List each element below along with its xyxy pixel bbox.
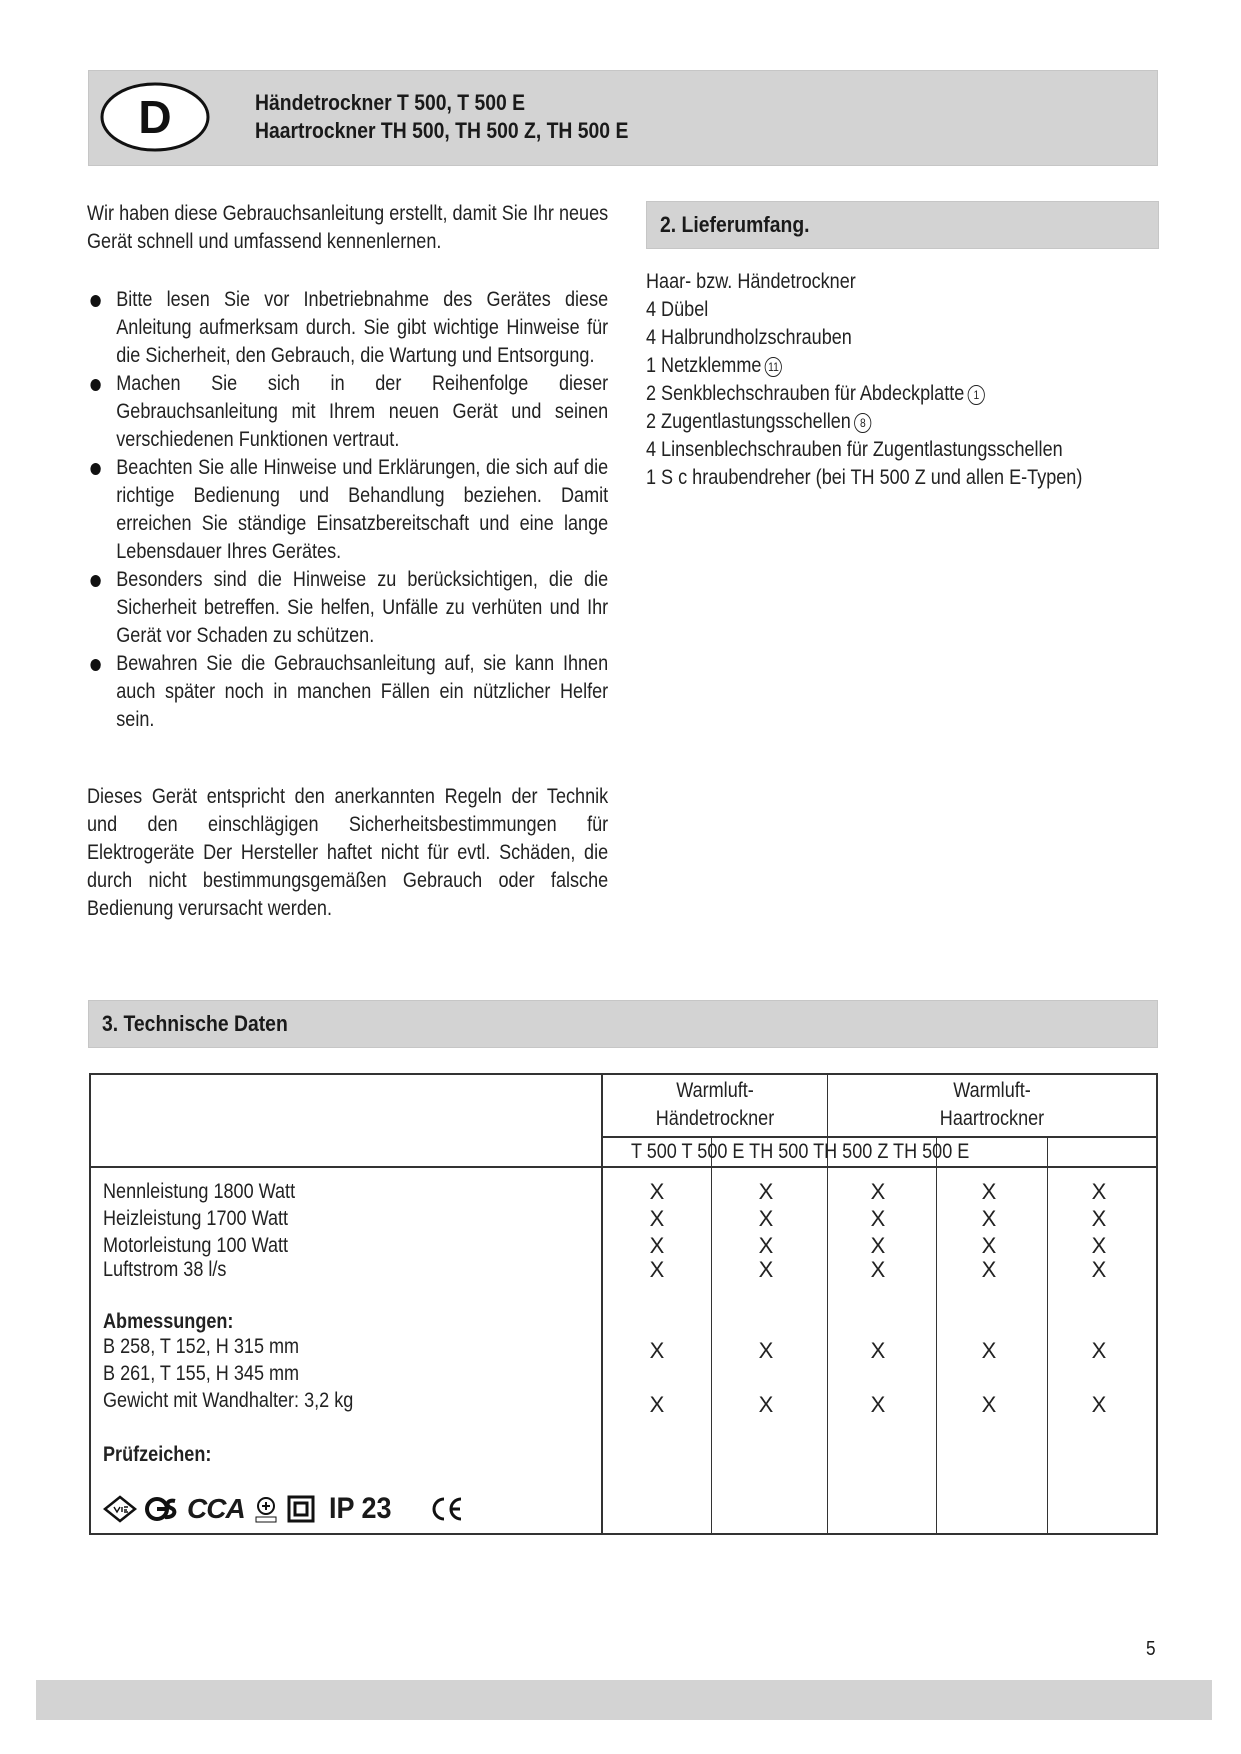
bullet-dot-icon xyxy=(90,659,100,671)
bullet-dot-icon xyxy=(90,295,100,307)
language-code: D xyxy=(138,91,172,143)
row-mark: X xyxy=(870,1206,886,1231)
row-mark: X xyxy=(758,1257,774,1282)
page-header xyxy=(88,70,1158,166)
row-mark: X xyxy=(981,1257,997,1282)
vde-mark-icon xyxy=(103,1495,137,1523)
row-mark: X xyxy=(649,1206,665,1231)
row-mark: X xyxy=(981,1179,997,1204)
gs-mark-icon xyxy=(145,1495,179,1523)
bullet-item xyxy=(87,286,608,370)
bullet-item xyxy=(87,650,608,734)
language-badge xyxy=(99,81,211,153)
row-mark: X xyxy=(870,1338,886,1363)
row-mark: X xyxy=(981,1206,997,1231)
section-heading-text: 3. Technische Daten xyxy=(102,1011,288,1036)
bullet-list xyxy=(87,286,608,734)
row-mark: X xyxy=(981,1392,997,1417)
row-mark: X xyxy=(870,1257,886,1282)
pruefzeichen-heading: Prüfzeichen: xyxy=(103,1443,212,1466)
list-item xyxy=(646,352,1162,380)
list-item xyxy=(646,464,1162,492)
row-label: B 261, T 155, H 345 mm xyxy=(103,1362,300,1385)
table-line xyxy=(601,1075,603,1533)
table-line xyxy=(91,1166,1156,1168)
group-header-line: Warmluft- xyxy=(676,1079,754,1102)
row-mark: X xyxy=(1091,1257,1107,1282)
table-line xyxy=(711,1136,712,1533)
row-mark: X xyxy=(649,1338,665,1363)
group-header-line: Warmluft- xyxy=(953,1079,1031,1102)
row-mark: X xyxy=(1091,1233,1107,1258)
list-item-text: 1 Netzklemme xyxy=(646,354,762,377)
row-label: B 258, T 152, H 315 mm xyxy=(103,1335,300,1358)
list-item-text: 2 Senkblechschrauben für Abdeckplatte xyxy=(646,382,965,405)
row-label: Gewicht mit Wandhalter: 3,2 kg xyxy=(103,1389,354,1412)
list-item-text: Haar- bzw. Händetrockner xyxy=(646,270,856,293)
disclaimer-paragraph xyxy=(87,783,608,923)
section-heading-technische-daten xyxy=(88,1000,1158,1048)
header-titles xyxy=(255,89,679,145)
bullet-text: Beachten Sie alle Hinweise und Erklärungen, die sich auf die richtige Bedienung und Behandlung beziehen. Damit erreichen Sie ständige Einsatzbereitschaft und eine lange Lebensdauer Ihres Gerätes. xyxy=(116,456,609,563)
cca-mark: CCA xyxy=(187,1493,245,1524)
bullet-dot-icon xyxy=(90,575,100,587)
row-mark: X xyxy=(1091,1338,1107,1363)
row-mark: X xyxy=(649,1257,665,1282)
list-item-text: 4 Halbrundholzschrauben xyxy=(646,326,852,349)
row-label: Heizleistung 1700 Watt xyxy=(103,1207,289,1230)
bullet-dot-icon xyxy=(90,379,100,391)
intro-paragraph xyxy=(87,200,608,256)
row-mark: X xyxy=(981,1338,997,1363)
ce-mark-icon xyxy=(428,1495,464,1523)
row-mark: X xyxy=(1091,1206,1107,1231)
technical-data-table xyxy=(89,1073,1158,1535)
callout-number-icon: 1 xyxy=(968,385,985,405)
row-mark: X xyxy=(981,1233,997,1258)
certification-marks xyxy=(103,1493,464,1525)
bullet-item xyxy=(87,454,608,566)
list-item xyxy=(646,436,1162,464)
list-item-text: 4 Linsenblechschrauben für Zugentlastungsschellen xyxy=(646,438,1063,461)
callout-number-icon: 8 xyxy=(854,413,871,433)
row-mark: X xyxy=(870,1392,886,1417)
list-item-text: 4 Dübel xyxy=(646,298,709,321)
list-item xyxy=(646,324,1162,352)
bullet-item xyxy=(87,370,608,454)
abmessungen-heading: Abmessungen: xyxy=(103,1310,234,1333)
group-header-line: Haartrockner xyxy=(939,1107,1045,1130)
row-mark: X xyxy=(1091,1392,1107,1417)
list-item xyxy=(646,268,1162,296)
row-mark: X xyxy=(758,1206,774,1231)
title-line-1: Händetrockner T 500, T 500 E xyxy=(255,90,526,115)
callout-number-icon: 11 xyxy=(765,357,782,377)
model-names-row: T 500 T 500 E TH 500 TH 500 Z TH 500 E xyxy=(631,1140,970,1163)
row-mark: X xyxy=(758,1338,774,1363)
table-line xyxy=(1047,1136,1048,1533)
row-label: Nennleistung 1800 Watt xyxy=(103,1180,296,1203)
protection-class-ii-icon xyxy=(287,1495,315,1523)
list-item xyxy=(646,408,1162,436)
row-label: Luftstrom 38 l/s xyxy=(103,1258,227,1281)
footer-bar xyxy=(36,1680,1212,1720)
bullet-text: Bewahren Sie die Gebrauchsanleitung auf, sie kann Ihnen auch später noch in manchen Fällen ein nützlicher Helfer sein. xyxy=(116,652,609,731)
list-item xyxy=(646,296,1162,324)
section-heading-lieferumfang xyxy=(646,201,1159,249)
emv-mark-icon xyxy=(253,1495,279,1523)
title-line-2: Haartrockner TH 500, TH 500 Z, TH 500 E xyxy=(255,118,629,143)
list-item-text: 2 Zugentlastungsschellen xyxy=(646,410,851,433)
row-mark: X xyxy=(870,1233,886,1258)
bullet-dot-icon xyxy=(90,463,100,475)
section-heading-text: 2. Lieferumfang. xyxy=(660,212,810,237)
lieferumfang-list xyxy=(646,268,1162,492)
list-item-text: 1 S c hraubendreher (bei TH 500 Z und allen E-Typen) xyxy=(646,466,1083,489)
table-line xyxy=(936,1136,937,1533)
page-number: 5 xyxy=(1146,1638,1156,1660)
disclaimer-text: Dieses Gerät entspricht den anerkannten Regeln der Technik und den einschlägigen Sicherheitsbestimmungen für Elektrogeräte Der Hersteller haftet nicht für evtl. Schäden, die durch nicht bestimmungsgemäßen Gebrauch oder falsche Bedienung verursacht werden. xyxy=(87,785,609,920)
row-mark: X xyxy=(649,1179,665,1204)
group-header-haartrockner xyxy=(851,1077,1133,1133)
bullet-item xyxy=(87,566,608,650)
row-mark: X xyxy=(1091,1179,1107,1204)
row-mark: X xyxy=(758,1233,774,1258)
group-header-haendetrockner xyxy=(619,1077,812,1133)
intro-text: Wir haben diese Gebrauchsanleitung erstellt, damit Sie Ihr neues Gerät schnell und umfassend kennenlernen. xyxy=(87,202,609,253)
row-label: Motorleistung 100 Watt xyxy=(103,1234,289,1257)
bullet-text: Machen Sie sich in der Reihenfolge dieser Gebrauchsanleitung mit Ihrem neuen Gerät und seinen verschiedenen Funktionen vertraut. xyxy=(116,372,609,451)
list-item xyxy=(646,380,1162,408)
bullet-text: Besonders sind die Hinweise zu berücksichtigen, die die Sicherheit betreffen. Sie helfen, Unfälle zu verhüten und Ihr Gerät vor Schaden zu schützen. xyxy=(116,568,609,647)
row-mark: X xyxy=(758,1179,774,1204)
row-mark: X xyxy=(649,1233,665,1258)
group-header-line: Händetrockner xyxy=(655,1107,775,1130)
row-mark: X xyxy=(758,1392,774,1417)
row-mark: X xyxy=(870,1179,886,1204)
row-mark: X xyxy=(649,1392,665,1417)
bullet-text: Bitte lesen Sie vor Inbetriebnahme des Gerätes diese Anleitung aufmerksam durch. Sie gibt wichtige Hinweise für die Sicherheit, den Gebrauch, die Wartung und Entsorgung. xyxy=(116,288,609,367)
ip-rating-mark: IP 23 xyxy=(328,1492,392,1525)
